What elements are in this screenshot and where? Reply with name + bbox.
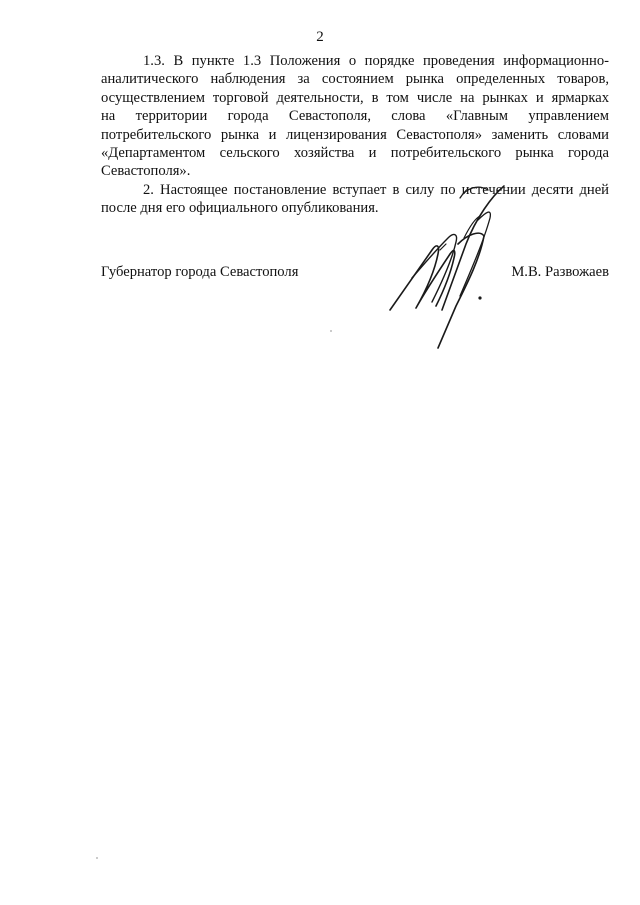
- handwritten-signature: [380, 178, 510, 353]
- paragraph-line: Севастополя».: [101, 163, 191, 180]
- signatory-name: М.В. Развожаев: [511, 264, 609, 280]
- scan-speck: [96, 857, 98, 859]
- scan-speck: [330, 330, 332, 332]
- paragraph-line: после дня его официального опубликования.: [101, 200, 379, 217]
- paragraph-line: аналитического наблюдения за состоянием рынка определенных товаров,: [101, 71, 609, 88]
- paragraph-line: на территории города Севастополя, слова «Главным управлением: [101, 108, 609, 125]
- page-number: 2: [316, 29, 324, 45]
- paragraph-line: потребительского рынка и лицензирования Севастополя» заменить словами: [101, 126, 609, 143]
- paragraph-line: «Департаментом сельского хозяйства и потребительского рынка города: [101, 145, 609, 162]
- signatory-title: Губернатор города Севастополя: [101, 264, 299, 280]
- paragraph-2: [101, 181, 609, 218]
- document-body: [101, 52, 609, 218]
- paragraph-1-3: [101, 52, 609, 181]
- signature-block: [101, 263, 609, 283]
- paragraph-line: осуществлением торговой деятельности, в том числе на рынках и ярмарках: [101, 89, 609, 106]
- paragraph-line: 1.3. В пункте 1.3 Положения о порядке проведения информационно-: [143, 53, 609, 69]
- paragraph-line: 2. Настоящее постановление вступает в силу по истечении десяти дней: [143, 181, 609, 198]
